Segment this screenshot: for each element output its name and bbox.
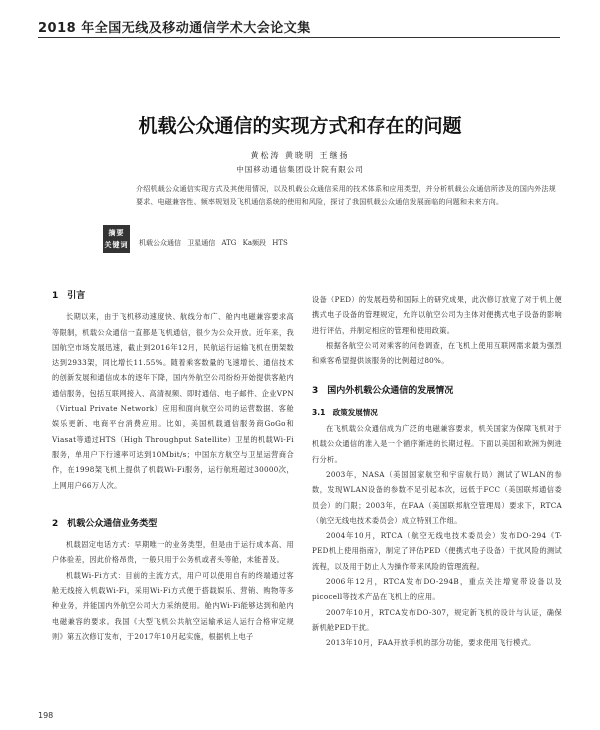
subsection-heading-policy: 3.1 政策发展情况 (312, 407, 378, 417)
section-spacer (312, 368, 562, 378)
intro-paragraph: 长期以来，由于飞机移动速度快、航线分布广、舱内电磁兼容要求高等限制，机载公众通信一直都是飞机通信，很少为公众开放。近年来，我国航空市场发展迅速，截止到2016年12月，民航运行运输飞机在册架数达到2933架，同比增长11.55%。随着乘客数量的飞速增长、通信技术的创新发展和通信成本的逐年下降，国内外航空公司纷纷开始提供客舱内通信服务，包括互联网接入、高清视频、即时通信、电子邮件、企业VPN（Virtual Private Network）应用和面向航空公司的运营数据、客舱娱乐更新、电商平台消费应用。比如，美国机载通信服务商GoGo和Viasat等通过HTS（High Throughput Satellite）卫星的机载Wi-Fi服务，单用户下行速率可达到10Mbit/s；中国东方航空与卫星运营商合作，在1998架飞机上提供了机载Wi-Fi服务，运行航班超过30000次，上网用户66万人次。 (52, 312, 294, 490)
business-paragraph: 机载Wi-Fi方式：目前的主流方式，用户可以使用自有的终端通过客舱无线接入机载Wi-Fi，采用Wi-Fi方式便于搭载娱乐、营销、购物等多种业务，并能国内外航空公司大力采纳使用。舱内Wi-Fi能够达到和舱内电磁兼容的要求。我国《大型飞机公共航空运输承运人运行合格审定规则》第五次修订发布，于2017年10月起实施，根据机上电子 (52, 570, 294, 641)
abstract-text: 介绍机载公众通信实现方式及其使用情况，以及机载公众通信采用的技术体系和应用类型，并分析机载公众通信所涉及的国内外法规要求、电磁兼容性、频率规划及飞机通信系统的使用和风险，探讨了我国机载公众通信发展面临的问题和未来方向。 (136, 185, 556, 206)
development-paragraph: 2007年10月，RTCA发布DO-307，规定新飞机的设计与认证，确保新机舱PED干扰。 (312, 607, 562, 632)
development-paragraph: 2006年12月，RTCA发布DO-294B，重点关注增宽带设备以及picocell等技术产品在飞机上的应用。 (312, 577, 562, 602)
section-heading-development: 3 国内外机载公众通信的发展情况 (312, 386, 454, 397)
authors: 黄松涛 黄晓明 王继扬 (250, 151, 350, 160)
development-paragraph: 在飞机载公众通信成为广泛的电磁兼容要求，机关国家为保障飞机对于机载公众通信的准入是一个循序渐进的长期过程。下面以美国和欧洲为例进行分析。 (312, 424, 562, 464)
survey-paragraph: 根据各航空公司对乘客的问卷调查，在飞机上使用互联网需求最为强烈和乘客希望提供该服务的比例超过80%。 (312, 340, 562, 366)
business-paragraph: 机载固定电话方式：早期唯一的业务类型，但是由于运行成本高、用户体验差，因此价格昂贵，一般只用于公务机或者头等舱，未能普及。 (52, 540, 294, 565)
running-head: 2018 年全国无线及移动通信学术大会论文集 (38, 21, 311, 36)
right-column (312, 292, 562, 651)
section-heading-introduction: 1 引言 (52, 291, 86, 301)
page-number: 198 (38, 711, 54, 720)
development-paragraph: 2013年10月，FAA开放手机的部分功能，要求使用飞行模式。 (326, 638, 536, 648)
keywords-text: 机载公众通信 卫星通信 ATG Ka频段 HTS (139, 239, 288, 247)
left-column (52, 283, 294, 644)
abstract-label: 摘要 (103, 225, 130, 241)
keywords-label: 关键词 (103, 237, 130, 253)
paper-title: 机载公众通信的实现方式和存在的问题 (138, 115, 462, 137)
section-spacer (52, 493, 294, 511)
section-heading-business-types: 2 机载公众通信业务类型 (52, 518, 158, 529)
development-paragraph: 2004年10月，RTCA（航空无线电技术委员会）发布DO-294《T-PED机上使用指南》，制定了评估PED（便携式电子设备）干扰风险的测试流程，以及用于防止人为操作带来风险的管理流程。 (312, 531, 562, 571)
continued-paragraph: 设备（PED）的发展趋势和国际上的研究成果，此次修订放宽了对于机上便携式电子设备的管理规定，允许以航空公司为主体对便携式电子设备的影响进行评估，并制定相应的管理和使用政策。 (312, 295, 562, 335)
development-paragraph: 2003年，NASA（美国国家航空和宇宙航行局）测试了WLAN的参数，发现WLAN设备的参数不足引起本次，远低于FCC（美国联邦通信委员会）的门限；2003年，在FAA（美国联邦航空管理局）要求下，RTCA（航空无线电技术委员会）成立特别工作组。 (312, 469, 562, 525)
header-rule (38, 37, 560, 38)
affiliation: 中国移动通信集团设计院有限公司 (236, 165, 364, 174)
